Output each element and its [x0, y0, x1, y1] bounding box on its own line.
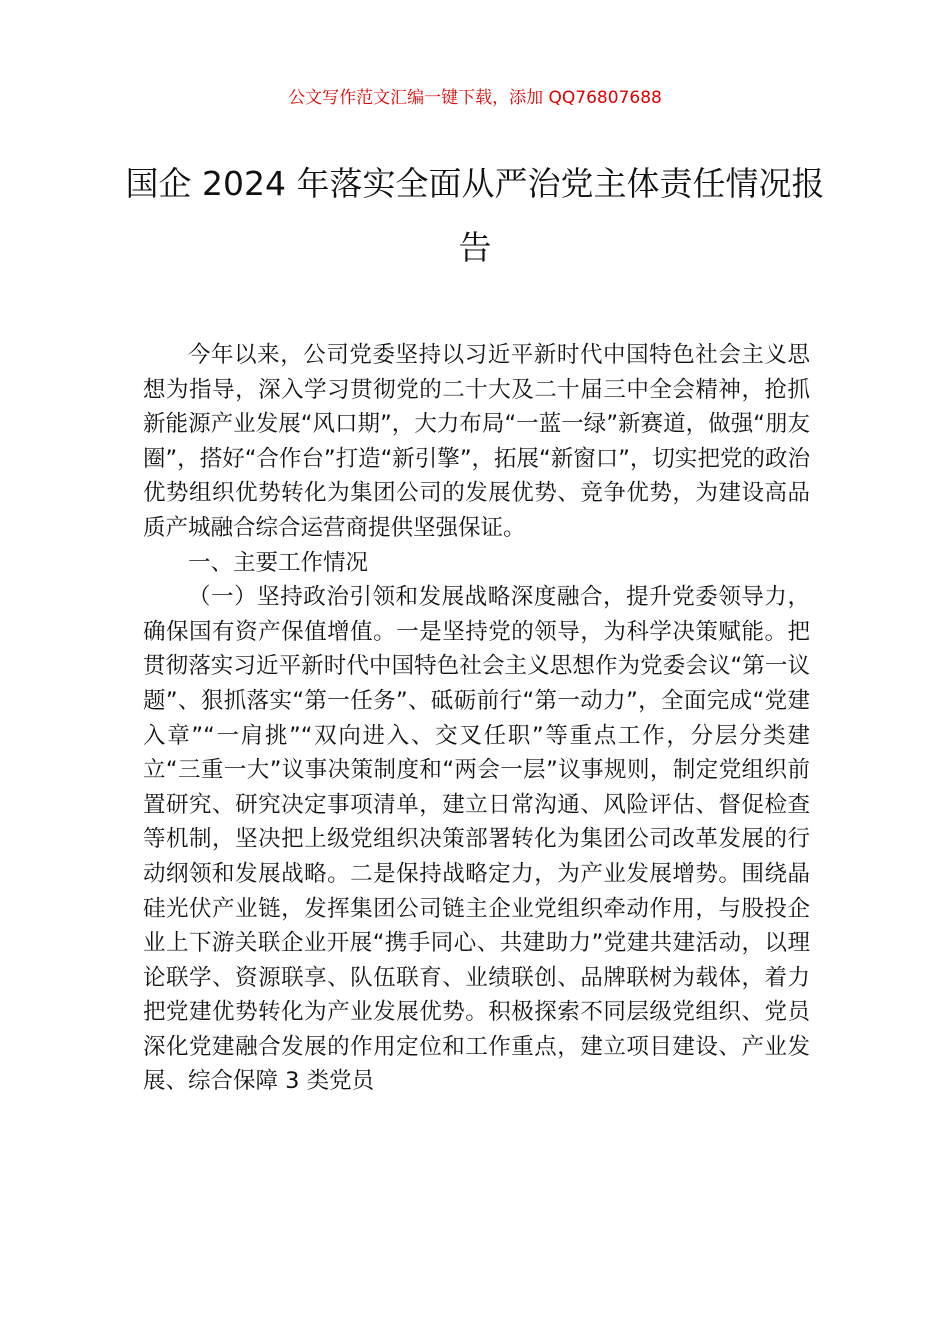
document-body [143, 338, 810, 1099]
intro-paragraph: 今年以来，公司党委坚持以习近平新时代中国特色社会主义思想为指导，深入学习贯彻党的二十大及二十届三中全会精神，抢抓新能源产业发展“风口期”，大力布局“一蓝一绿”新赛道，做强“朋友圈”，搭好“合作台”打造“新引擎”，拓展“新窗口”，切实把党的政治优势组织优势转化为集团公司的发展优势、竞争优势，为建设高品质产城融合综合运营商提供坚强保证。 [143, 342, 810, 541]
section-heading: 一、主要工作情况 [188, 549, 369, 576]
download-banner: 公文写作范文汇编一键下载，添加 QQ76807688 [288, 88, 662, 108]
section-paragraph: （一）坚持政治引领和发展战略深度融合，提升党委领导力，确保国有资产保值增值。一是坚持党的领导，为科学决策赋能。把贯彻落实习近平新时代中国特色社会主义思想作为党委会议“第一议题”、狠抓落实“第一任务”、砥砺前行“第一动力”，全面完成“党建入章”“一肩挑”“双向进入、交叉任职”等重点工作，分层分类建立“三重一大”议事决策制度和“两会一层”议事规则，制定党组织前置研究、研究决定事项清单，建立日常沟通、风险评估、督促检查等机制，坚决把上级党组织决策部署转化为集团公司改革发展的行动纲领和发展战略。二是保持战略定力，为产业发展增势。围绕晶硅光伏产业链，发挥集团公司链主企业党组织牵动作用，与股投企业上下游关联企业开展“携手同心、共建助力”党建共建活动，以理论联学、资源联享、队伍联育、业绩联创、品牌联树为载体，着力把党建优势转化为产业发展优势。积极探索不同层级党组织、党员深化党建融合发展的作用定位和工作重点，建立项目建设、产业发展、综合保障 3 类党员 [143, 584, 810, 1095]
document-title: 国企 2024 年落实全面从严治党主体责任情况报告 [125, 164, 825, 267]
